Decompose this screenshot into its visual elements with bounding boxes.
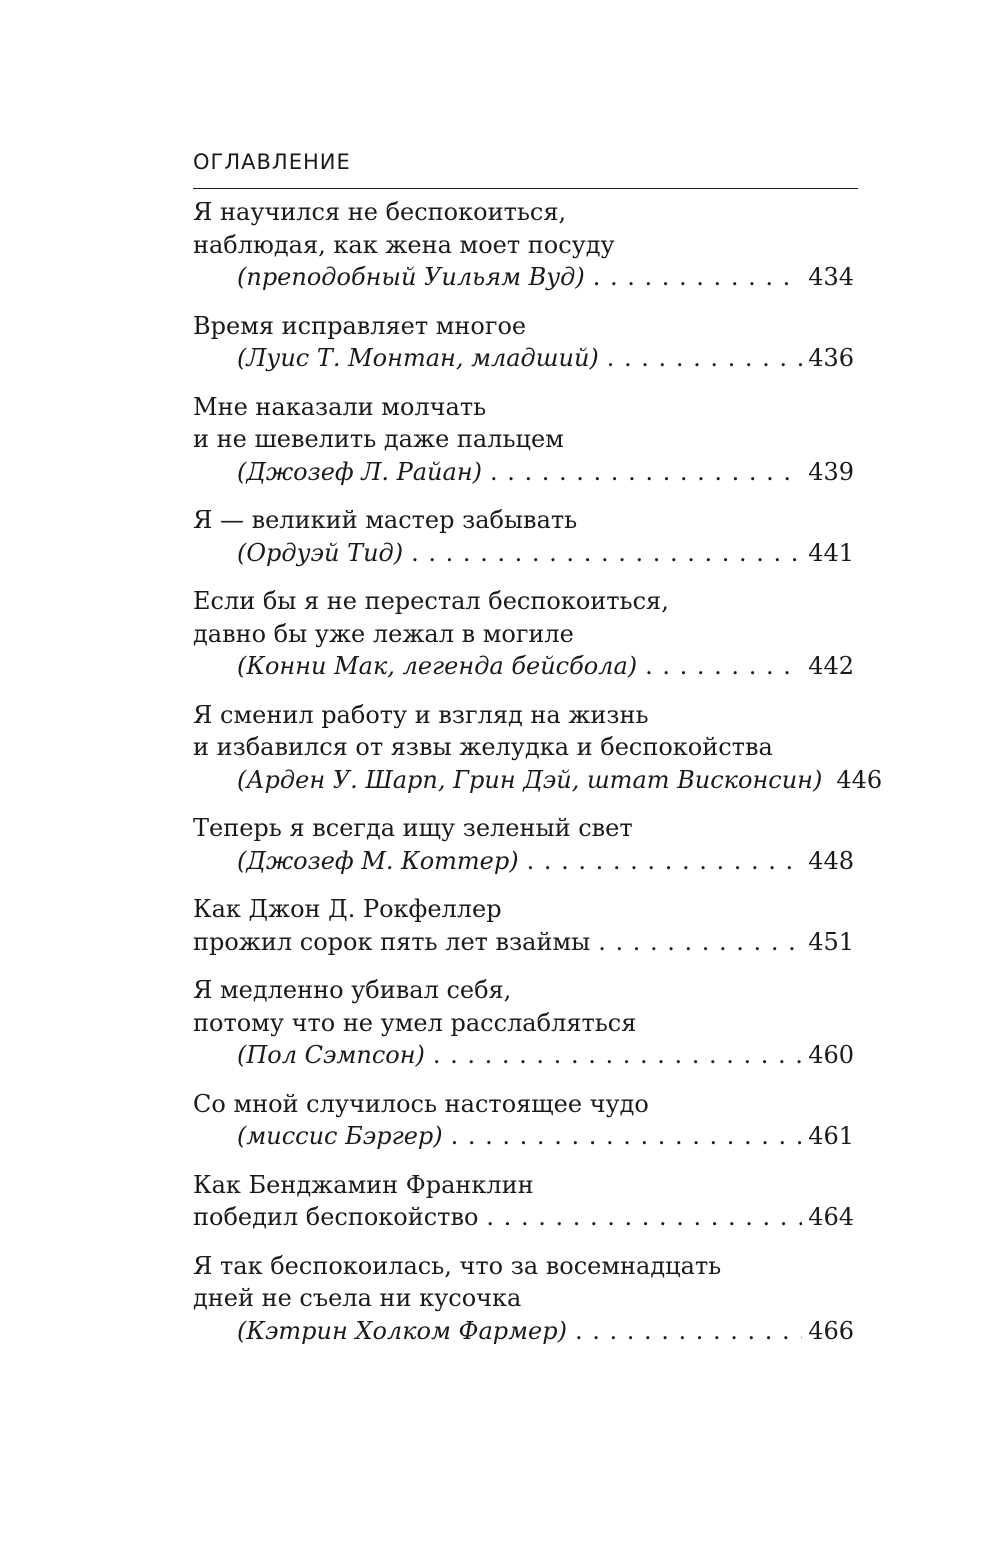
toc-entry[interactable] (193, 1250, 854, 1348)
entry-author-line (193, 456, 854, 489)
toc-entry[interactable] (193, 310, 854, 375)
entry-title-line: потому что не умел расслабляться (193, 1008, 637, 1037)
entry-author: (Пол Сэмпсон) (237, 1041, 425, 1069)
entry-title-line: Как Бенджамин Франклин (193, 1170, 534, 1199)
dot-leader (451, 1120, 803, 1153)
entry-page-number: 460 (808, 1041, 854, 1069)
entry-title-line: Теперь я всегда ищу зеленый свет (193, 814, 633, 842)
header-rule (193, 188, 858, 189)
entry-author-line (193, 261, 854, 294)
toc-entry[interactable] (193, 893, 854, 958)
entry-title-line: Мне наказали молчать (193, 392, 487, 421)
entry-author-line (193, 1120, 854, 1153)
dot-leader (598, 926, 802, 959)
entry-page-number: 442 (808, 652, 854, 680)
entry-author: (Арден У. Шарп, Грин Дэй, штат Висконсин) (237, 765, 823, 794)
toc-entry[interactable] (193, 699, 883, 797)
entry-title-line: Я медленно убивал себя, (193, 976, 512, 1004)
entry-page-number: 451 (808, 927, 854, 956)
entry-page-number: 436 (808, 344, 854, 372)
entry-title-line: Как Джон Д. Рокфеллер (193, 895, 502, 923)
entry-page-number: 466 (808, 1316, 854, 1345)
table-of-contents (193, 196, 883, 1363)
entry-page-number: 441 (808, 538, 854, 567)
entry-title-line: Со мной случилось настоящее чудо (193, 1089, 649, 1118)
entry-title-line: Я — великий мастер забывать (193, 506, 578, 534)
dot-leader (490, 456, 802, 489)
entry-title-line: дней не съела ни кусочка (193, 1284, 522, 1312)
entry-author-line (193, 650, 854, 683)
toc-entry[interactable] (193, 1169, 854, 1234)
dot-leader (411, 537, 802, 570)
entry-author-line (193, 845, 854, 878)
dot-leader (593, 261, 802, 294)
entry-author-line (193, 342, 854, 375)
entry-page-number: 461 (808, 1122, 854, 1150)
entry-author-line (193, 537, 854, 570)
dot-leader (527, 845, 803, 878)
entry-page-number: 434 (808, 263, 854, 291)
toc-entry[interactable] (193, 812, 854, 877)
dot-leader (645, 650, 802, 683)
entry-author: (Ордуэй Тид) (237, 538, 404, 567)
entry-author: (Кэтрин Холком Фармер) (237, 1316, 567, 1345)
entry-title-text: прожил сорок пять лет взаймы (193, 927, 591, 956)
toc-entry[interactable] (193, 1088, 854, 1153)
entry-title-line: Если бы я не перестал беспокоиться, (193, 587, 669, 615)
entry-title-line: Я сменил работу и взгляд на жизнь (193, 700, 649, 729)
entry-page-number: 448 (808, 846, 854, 875)
entry-author-line (193, 764, 883, 797)
entry-author: (миссис Бэргер) (237, 1122, 443, 1150)
dot-leader (433, 1039, 802, 1072)
entry-title-line: давно бы уже лежал в могиле (193, 619, 574, 648)
entry-title-line: Я научился не беспокоиться, (193, 198, 567, 226)
entry-page-number: 439 (808, 457, 854, 486)
entry-title-line: наблюдая, как жена моет посуду (193, 230, 615, 259)
entry-author-line (193, 1039, 854, 1072)
entry-title-last-line (193, 926, 854, 959)
entry-title-last-line (193, 1201, 854, 1234)
entry-title-line: Я так беспокоилась, что за восемнадцать (193, 1251, 722, 1280)
dot-leader (575, 1315, 802, 1348)
entry-author: (преподобный Уильям Вуд) (237, 263, 585, 291)
entry-page-number: 464 (808, 1203, 854, 1231)
dot-leader (607, 342, 802, 375)
entry-author: (Конни Мак, легенда бейсбола) (237, 652, 638, 680)
entry-title-line: Время исправляет многое (193, 311, 527, 340)
entry-page-number: 446 (836, 765, 883, 794)
entry-author-line (193, 1315, 854, 1348)
toc-entry[interactable] (193, 391, 854, 489)
toc-entry[interactable] (193, 504, 854, 569)
toc-entry[interactable] (193, 585, 854, 683)
entry-title-text: победил беспокойство (193, 1203, 479, 1231)
dot-leader (486, 1201, 802, 1234)
entry-author: (Луис Т. Монтан, младший) (237, 344, 599, 372)
entry-author: (Джозеф Л. Райан) (237, 457, 482, 486)
entry-title-line: и избавился от язвы желудка и беспокойства (193, 733, 773, 761)
entry-title-line: и не шевелить даже пальцем (193, 425, 564, 453)
page-header: ОГЛАВЛЕНИЕ (193, 150, 351, 174)
toc-entry[interactable] (193, 196, 854, 294)
entry-author: (Джозеф М. Коттер) (237, 846, 519, 875)
toc-entry[interactable] (193, 974, 854, 1072)
